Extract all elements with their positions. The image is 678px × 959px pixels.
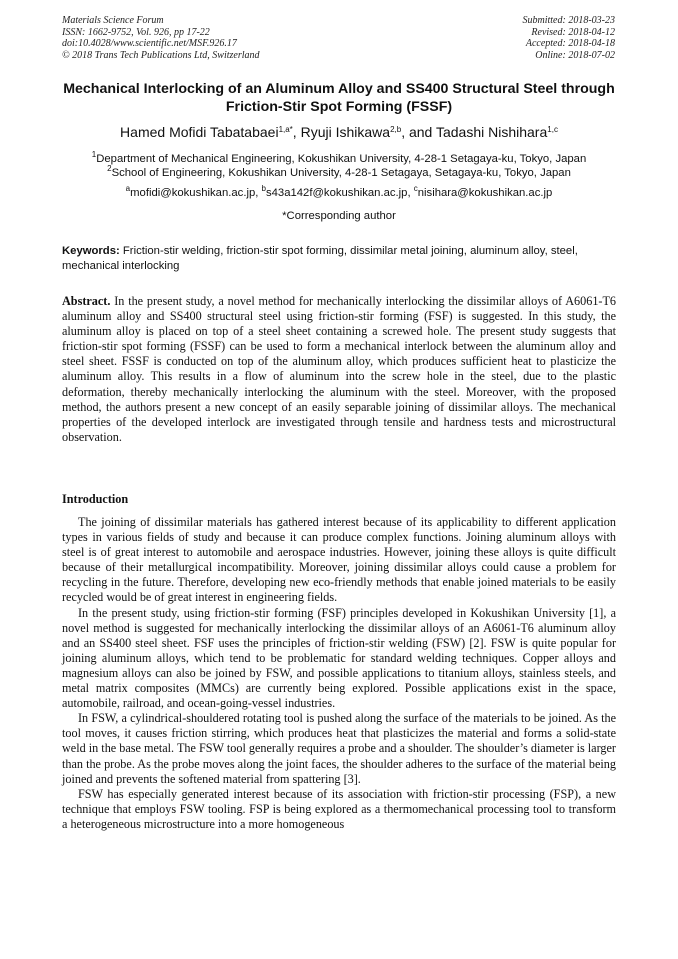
accepted-date: Accepted: 2018-04-18 — [525, 38, 615, 49]
affiliation-1 — [40, 152, 638, 166]
introduction-body — [62, 515, 616, 832]
email-link[interactable]: nisihara@kokushikan.ac.jp — [417, 187, 553, 199]
copyright: © 2018 Trans Tech Publications Ltd, Switzerland — [62, 49, 260, 61]
author-affiliation-mark: 2,b — [390, 125, 402, 134]
email-mark: a — [125, 184, 131, 193]
revised-date: Revised: 2018-04-12 — [531, 26, 615, 38]
publication-dates — [523, 15, 616, 61]
journal-name: Materials Science Forum — [62, 15, 164, 26]
issn-volume: ISSN: 1662-9752, Vol. 926, pp 17-22 — [62, 26, 210, 38]
online-date: Online: 2018-07-02 — [535, 49, 615, 61]
email-separator: , — [407, 187, 414, 199]
affiliation-text: School of Engineering, Kokushikan University, 4-28-1 Setagaya, Setagaya-ku, Tokyo, Japan — [111, 167, 571, 179]
paragraph: In the present study, using friction-stir forming (FSF) principles developed in Kokushikan University [1], a novel method is suggested for mechanically interlocking the dissimilar alloys of an A6061-T6 aluminum alloy and an SS400 steel sheet. FSF uses the principles of friction-stir welding (FSW) [2]. FSW is quite popular for joining aluminum alloys, which tend to be problematic for standard welding techniques. Copper alloys and magnesium alloys can also be joined by FSW, and possible applications to titanium alloys, stainless steels, and metal matrix composites (MMCs) are currently being explored. Possible applications exist in the space, automobile, railroad, and ocean-going-vessel industries. — [62, 605, 616, 711]
affiliation-mark: 2 — [107, 164, 112, 173]
section-heading-introduction: Introduction — [62, 492, 129, 506]
paper-title: Mechanical Interlocking of an Aluminum Alloy and SS400 Structural Steel through Friction-Stir Spot Forming (FSSF) — [63, 81, 615, 115]
author-separator: , and — [401, 124, 436, 140]
email-separator: , — [255, 187, 262, 199]
author-separator: , — [292, 124, 301, 140]
paragraph: FSW has especially generated interest because of its association with friction-stir processing (FSP), a new technique that employs FSW tooling. FSP is being explored as a thermomechanical processing tool to transform a heterogeneous microstructure into a more homogeneous — [62, 786, 616, 831]
paragraph: The joining of dissimilar materials has gathered interest because of its applicability to different application types in various fields of study and because it can produce complex functions. Joining aluminum alloys with steel is of great interest to automobile and aerospace industries. However, joining these alloys is quite difficult because of their metallurgical incompatibility. Moreover, joining dissimilar alloys could cause a problem for recycling in the future. Therefore, developing new eco-friendly methods that enable joined materials to be easily recycled would be of great interest in engineering fields. — [62, 515, 616, 605]
journal-info — [62, 15, 260, 61]
abstract-text: In the present study, a novel method for mechanically interlocking the dissimilar alloys of A6061-T6 aluminum alloy and SS400 structural steel using friction-stir forming (FSF) is suggested. In this study, the aluminum alloy is placed on top of a steel sheet containing a screwed hole. The present study suggests that friction-stir spot forming (FSSF) can be used to form a mechanical interlock between the aluminum alloy and steel sheet. FSSF is conducted on top of the aluminum alloy, which produces sufficient heat to plasticize the aluminum alloy. This results in a flow of aluminum into the screw hole in the steel, due to the plastic deformation, thereby mechanically interlocking the aluminum with the steel. Moreover, with the proposed method, the authors present a new concept of an easily separable joining of dissimilar alloys. The mechanical properties of the developed interlock are investigated through tensile and hardness tests and microstructural observation. — [62, 294, 617, 444]
author-list — [40, 124, 638, 141]
affiliation-2 — [40, 166, 638, 180]
abstract-label: Abstract. — [62, 294, 111, 308]
paragraph: In FSW, a cylindrical-shouldered rotating tool is pushed along the surface of the materials to be joined. As the tool moves, it causes friction stirring, which produces heat that plasticizes the material and forms a solid-state weld in the base metal. The FSW tool generally requires a probe and a shoulder. The shoulder’s diameter is larger than the probe. As the probe moves along the joint faces, the shoulder adheres to the surface of the material being joined and prevents the softened material from spattering [3]. — [62, 711, 616, 786]
doi: doi:10.4028/www.scientific.net/MSF.926.17 — [62, 38, 237, 49]
affiliation-text: Department of Mechanical Engineering, Kokushikan University, 4-28-1 Setagaya-ku, Tokyo, Japan — [96, 153, 587, 165]
corresponding-author-note: *Corresponding author — [282, 210, 396, 222]
submitted-date: Submitted: 2018-03-23 — [522, 15, 615, 26]
email-link[interactable]: mofidi@kokushikan.ac.jp — [130, 187, 256, 199]
email-mark: b — [261, 184, 266, 193]
keywords-label: Keywords: — [62, 245, 120, 257]
keywords-text: Friction-stir welding, friction-stir spot forming, dissimilar metal joining, aluminum alloy, steel, mechanical interlocking — [62, 245, 578, 272]
author-name: Ryuji Ishikawa — [300, 124, 391, 140]
author-affiliation-mark: 1,a* — [278, 125, 293, 134]
email-link[interactable]: s43a142f@kokushikan.ac.jp — [265, 187, 408, 199]
keywords — [62, 244, 618, 273]
author-name: Tadashi Nishihara — [435, 124, 548, 140]
author-affiliation-mark: 1,c — [547, 125, 558, 134]
affiliation-mark: 1 — [91, 150, 97, 159]
author-emails — [40, 186, 638, 200]
email-mark: c — [413, 184, 418, 193]
abstract — [62, 294, 616, 445]
author-name: Hamed Mofidi Tabatabaei — [120, 124, 279, 140]
